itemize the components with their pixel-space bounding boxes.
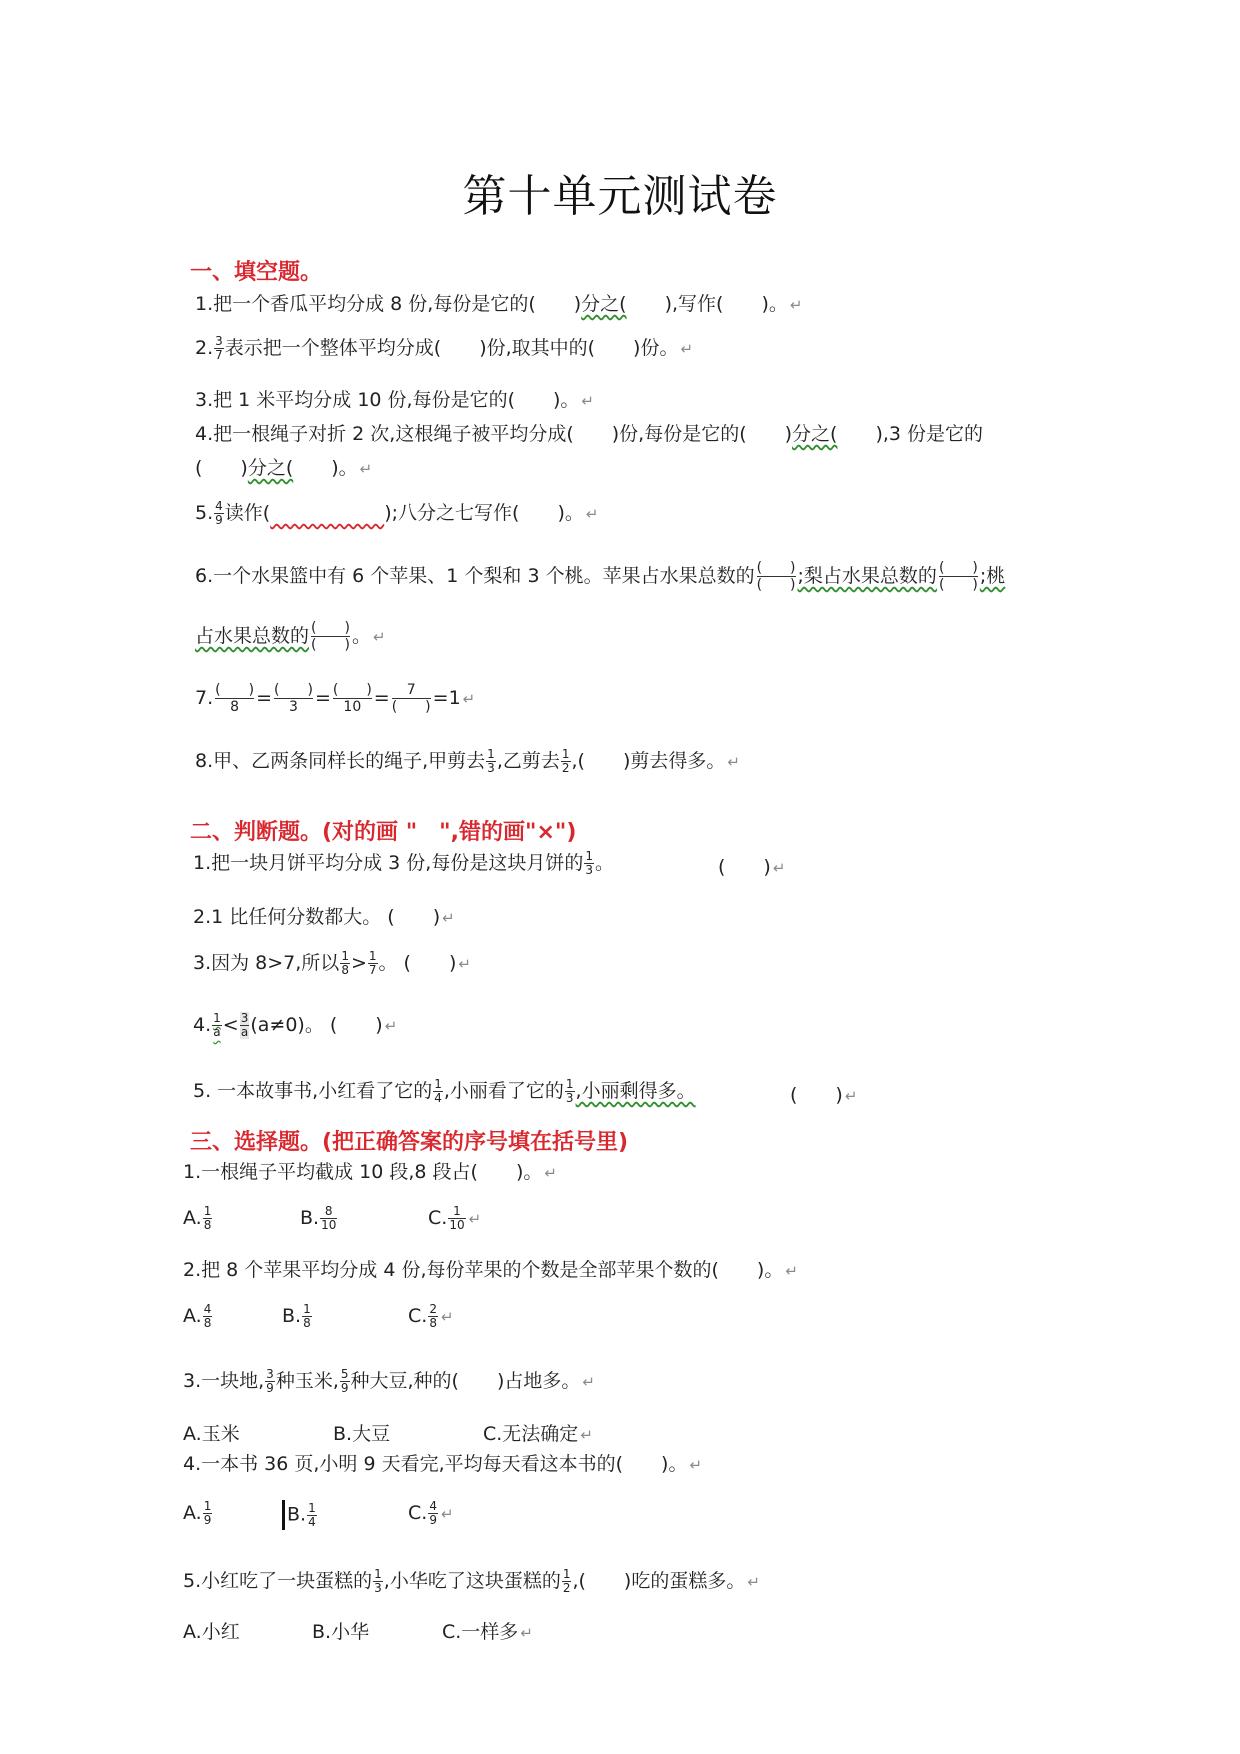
- paragraph-mark-icon: ↵: [384, 1017, 398, 1035]
- question-text: 2.: [195, 337, 214, 359]
- s3-q5-option-b: B.小华: [312, 1621, 370, 1643]
- question-text: 4.把一根绳子对折 2 次,这根绳子被平均分成( )份,每份是它的( ): [195, 423, 793, 445]
- numerator: 2: [429, 1302, 437, 1316]
- question-text: ,小华吃了这块蛋糕的: [383, 1570, 561, 1592]
- fraction: [584, 850, 594, 877]
- question-text: 种玉米,: [275, 1370, 339, 1392]
- paragraph-mark-icon: ↵: [520, 1624, 533, 1642]
- s1-q5: [195, 500, 598, 527]
- denominator: 3: [374, 1581, 382, 1595]
- question-text: 占水果总数的: [195, 625, 310, 647]
- denominator: 8: [341, 963, 349, 977]
- denominator: 3: [289, 699, 298, 715]
- fraction: [274, 682, 313, 715]
- s3-q4-option-a: [183, 1500, 213, 1527]
- s3-q1-option-a: [183, 1205, 213, 1232]
- question-text: 3.一块地,: [183, 1370, 265, 1392]
- s2-q1-answer: [718, 855, 785, 880]
- section-1-heading: 一、填空题。: [190, 260, 323, 285]
- s2-q3: [193, 950, 471, 977]
- fraction: [486, 748, 496, 775]
- numerator: ( ): [938, 560, 978, 576]
- s3-q4: [183, 1452, 702, 1477]
- denominator: 10: [321, 1218, 337, 1232]
- fraction: [203, 1500, 213, 1527]
- question-text: ,( )剪去得多。: [571, 750, 726, 772]
- numerator: 1: [448, 1205, 465, 1219]
- denominator: 10: [343, 699, 362, 715]
- denominator: ( ): [938, 577, 978, 593]
- s1-q6-line1: [195, 560, 1005, 593]
- numerator: 3: [240, 1011, 249, 1025]
- s2-q1: [193, 850, 614, 877]
- s2-q5: [193, 1078, 696, 1105]
- fraction: [320, 1205, 337, 1232]
- question-text: B.: [287, 1503, 307, 1526]
- paragraph-mark-icon: ↵: [468, 1210, 482, 1228]
- paragraph-mark-icon: ↵: [581, 392, 594, 410]
- fraction: [214, 335, 224, 362]
- question-text: 1.把一个香瓜平均分成 8 份,每份是它的( ): [195, 293, 582, 315]
- s3-q2-option-a: [183, 1303, 213, 1330]
- paragraph-mark-icon: ↵: [585, 505, 599, 523]
- paragraph-mark-icon: ↵: [462, 690, 476, 708]
- question-text: B.: [300, 1207, 320, 1229]
- question-text: 分之(: [792, 423, 838, 445]
- fraction: [433, 1078, 443, 1105]
- numerator: 1: [203, 1204, 212, 1218]
- paragraph-mark-icon: ↵: [772, 859, 786, 877]
- question-text: =: [373, 687, 390, 709]
- question-text: 3.因为 8>7,所以: [193, 952, 340, 974]
- denominator: 4: [308, 1514, 316, 1529]
- section-2-heading: 二、判断题。(对的画 " ",错的画"×"): [190, 820, 577, 845]
- question-text: 表示把一个整体平均分成( )份,取其中的( )份。: [224, 337, 679, 359]
- paragraph-mark-icon: ↵: [582, 1373, 595, 1391]
- fraction: [340, 950, 350, 977]
- paragraph-mark-icon: ↵: [689, 1456, 703, 1474]
- numerator: 3: [215, 334, 223, 348]
- question-text: 5.: [195, 502, 214, 524]
- blank-fraction: [939, 560, 978, 593]
- s1-q7: [195, 682, 475, 715]
- question-text: ( ): [195, 457, 248, 479]
- question-text: =1: [432, 687, 461, 709]
- denominator: 8: [203, 1218, 212, 1232]
- question-text: 5.小红吃了一块蛋糕的: [183, 1570, 373, 1592]
- question-text: 读作(: [224, 502, 271, 524]
- question-text: 。: [594, 852, 614, 874]
- denominator: 10: [449, 1218, 465, 1232]
- question-text: A.: [183, 1305, 202, 1327]
- question-text: ),写作( )。: [626, 293, 788, 315]
- fraction: [212, 1012, 222, 1039]
- fraction: [203, 1205, 213, 1232]
- question-text: C.: [408, 1305, 428, 1327]
- question-text: C.无法确定: [483, 1423, 579, 1445]
- blank-fraction: [311, 620, 350, 653]
- numerator: ( ): [756, 560, 796, 576]
- fraction: [214, 500, 224, 527]
- fraction: [392, 682, 431, 715]
- denominator: 9: [340, 1381, 349, 1395]
- s1-q4-line1: [195, 422, 983, 446]
- s3-q3-option-a: A.玉米: [183, 1423, 240, 1445]
- denominator: 8: [230, 699, 240, 715]
- s3-q5-option-c: [442, 1620, 533, 1645]
- numerator: ( ): [332, 682, 372, 698]
- question-text: ),3 份是它的: [837, 423, 984, 445]
- s3-q1-option-c: [428, 1205, 481, 1232]
- s1-q3: [195, 388, 594, 413]
- question-text: =: [314, 687, 331, 709]
- s1-q4-line2: [195, 456, 372, 481]
- s3-q3-option-b: B.大豆: [333, 1423, 391, 1445]
- numerator: 7: [392, 682, 431, 699]
- question-text: 4.一本书 36 页,小明 9 天看完,平均每天看这本书的( )。: [183, 1453, 688, 1475]
- denominator: 4: [434, 1091, 442, 1105]
- numerator: 4: [429, 1499, 437, 1513]
- s3-q5: [183, 1568, 760, 1595]
- fraction: [368, 950, 378, 977]
- question-text: ,小丽剩得多。: [575, 1080, 696, 1102]
- question-text: [270, 502, 384, 524]
- numerator: 5: [340, 1367, 349, 1381]
- fraction: [428, 1500, 438, 1527]
- question-text: B.: [282, 1305, 302, 1327]
- blank-fraction: [757, 560, 796, 593]
- paragraph-mark-icon: ↵: [727, 753, 740, 771]
- denominator: 3: [565, 1091, 574, 1105]
- question-text: 6.一个水果篮中有 6 个苹果、1 个梨和 3 个桃。苹果占水果总数的: [195, 565, 755, 587]
- question-text: ( ): [790, 1084, 843, 1106]
- fraction: [240, 1012, 250, 1039]
- fraction: [373, 1568, 383, 1595]
- numerator: ( ): [311, 620, 350, 636]
- numerator: 1: [434, 1077, 442, 1091]
- fraction: [215, 682, 254, 715]
- denominator: ( ): [311, 637, 350, 653]
- numerator: 1: [374, 1567, 382, 1581]
- denominator: 2: [561, 761, 570, 775]
- fraction: [448, 1205, 465, 1232]
- numerator: 1: [308, 1500, 316, 1515]
- fraction: [565, 1078, 575, 1105]
- question-text: );八分之七写作( )。: [384, 502, 584, 524]
- fraction: [307, 1502, 317, 1529]
- question-text: 。: [351, 625, 371, 647]
- numerator: 1: [368, 949, 377, 963]
- paragraph-mark-icon: ↵: [844, 1087, 858, 1105]
- paragraph-mark-icon: ↵: [580, 1426, 593, 1444]
- s2-q2: [193, 905, 455, 930]
- denominator: 7: [368, 963, 377, 977]
- numerator: 3: [266, 1367, 274, 1381]
- question-text: ,( )吃的蛋糕多。: [572, 1570, 746, 1592]
- question-text: 8.甲、乙两条同样长的绳子,甲剪去: [195, 750, 486, 772]
- paragraph-mark-icon: ↵: [789, 296, 803, 314]
- question-text: (a≠0)。 ( ): [250, 1014, 383, 1036]
- question-text: 1.把一块月饼平均分成 3 份,每份是这块月饼的: [193, 852, 584, 874]
- s1-q8: [195, 748, 740, 775]
- denominator: 9: [203, 1513, 212, 1527]
- s3-q2-option-c: [408, 1303, 454, 1330]
- fraction: [562, 1568, 572, 1595]
- s2-q4: [193, 1012, 397, 1039]
- paragraph-mark-icon: ↵: [372, 628, 386, 646]
- question-text: =: [256, 687, 272, 709]
- paragraph-mark-icon: ↵: [544, 1164, 557, 1182]
- numerator: ( ): [274, 682, 313, 698]
- numerator: 8: [320, 1205, 337, 1219]
- question-text: 7.: [195, 687, 214, 709]
- numerator: 1: [213, 1011, 221, 1025]
- paragraph-mark-icon: ↵: [440, 1308, 454, 1326]
- numerator: 1: [561, 747, 570, 761]
- numerator: 1: [585, 849, 593, 863]
- paragraph-mark-icon: ↵: [440, 1505, 454, 1523]
- denominator: 9: [215, 513, 223, 527]
- s3-q3-option-c: [483, 1422, 593, 1447]
- question-text: 3.把 1 米平均分成 10 份,每份是它的( )。: [195, 389, 580, 411]
- question-text: 。 ( ): [378, 952, 457, 974]
- paragraph-mark-icon: ↵: [747, 1573, 760, 1591]
- s3-q4-option-c: [408, 1500, 454, 1527]
- question-text: ,小丽看了它的: [443, 1080, 564, 1102]
- question-text: C.: [428, 1207, 448, 1229]
- question-text: )。: [293, 457, 358, 479]
- question-text: C.一样多: [442, 1621, 519, 1643]
- denominator: 8: [429, 1316, 437, 1330]
- section-3-heading: 三、选择题。(把正确答案的序号填在括号里): [190, 1130, 629, 1155]
- s3-q5-option-a: A.小红: [183, 1621, 240, 1643]
- denominator: 3: [585, 863, 593, 877]
- numerator: 4: [215, 499, 223, 513]
- numerator: 1: [487, 747, 495, 761]
- s3-q2-option-b: [282, 1303, 313, 1330]
- numerator: 1: [203, 1499, 212, 1513]
- denominator: 8: [203, 1316, 212, 1330]
- denominator: ( ): [391, 699, 431, 715]
- numerator: 1: [341, 949, 349, 963]
- paragraph-mark-icon: ↵: [785, 1262, 798, 1280]
- denominator: 9: [429, 1513, 437, 1527]
- denominator: a: [213, 1025, 221, 1039]
- paragraph-mark-icon: ↵: [458, 955, 471, 973]
- question-text: ;梨占水果总数的: [797, 565, 937, 587]
- question-text: >: [350, 952, 367, 974]
- s2-q5-answer: [790, 1083, 857, 1108]
- fraction: [428, 1303, 438, 1330]
- s3-q4-option-b: [282, 1500, 318, 1530]
- question-text: <: [222, 1014, 239, 1036]
- question-text: 1.一根绳子平均截成 10 段,8 段占( )。: [183, 1161, 543, 1183]
- question-text: ( ): [718, 856, 771, 878]
- question-text: 分之(: [581, 293, 627, 315]
- fraction: [203, 1303, 213, 1330]
- fraction: [333, 682, 372, 715]
- paragraph-mark-icon: ↵: [680, 340, 694, 358]
- text-cursor: [282, 1500, 285, 1530]
- question-text: 5. 一本故事书,小红看了它的: [193, 1080, 433, 1102]
- s3-q1-option-b: [300, 1205, 338, 1232]
- numerator: ( ): [215, 682, 255, 698]
- fraction: [561, 748, 571, 775]
- fraction: [340, 1368, 350, 1395]
- numerator: 1: [565, 1077, 574, 1091]
- denominator: 8: [303, 1316, 311, 1330]
- paragraph-mark-icon: ↵: [359, 460, 373, 478]
- s3-q2: [183, 1258, 798, 1283]
- s1-q2: [195, 335, 693, 362]
- denominator: 3: [487, 761, 495, 775]
- denominator: 2: [562, 1581, 571, 1595]
- question-text: 分之(: [247, 457, 294, 479]
- question-text: ;桃: [979, 565, 1006, 587]
- numerator: 1: [303, 1302, 311, 1316]
- question-text: 4.: [193, 1014, 212, 1036]
- numerator: 1: [562, 1567, 571, 1581]
- question-text: 2.1 比任何分数都大。 ( ): [193, 906, 441, 928]
- question-text: A.: [183, 1207, 202, 1229]
- question-text: C.: [408, 1502, 428, 1524]
- question-text: A.: [183, 1502, 202, 1524]
- s3-q1: [183, 1160, 557, 1185]
- question-text: 种大豆,种的( )占地多。: [350, 1370, 581, 1392]
- question-text: ,乙剪去: [496, 750, 560, 772]
- s1-q6-line2: [195, 620, 386, 653]
- denominator: 9: [266, 1381, 274, 1395]
- page-title: 第十单元测试卷: [462, 171, 778, 222]
- question-text: 2.把 8 个苹果平均分成 4 份,每份苹果的个数是全部苹果个数的( )。: [183, 1259, 784, 1281]
- paragraph-mark-icon: ↵: [442, 909, 455, 927]
- numerator: 4: [203, 1302, 212, 1316]
- fraction: [265, 1368, 275, 1395]
- s1-q1: [195, 292, 802, 317]
- denominator: a: [240, 1025, 249, 1039]
- denominator: 7: [215, 348, 223, 362]
- denominator: ( ): [756, 577, 796, 593]
- s3-q3: [183, 1368, 595, 1395]
- fraction: [302, 1303, 312, 1330]
